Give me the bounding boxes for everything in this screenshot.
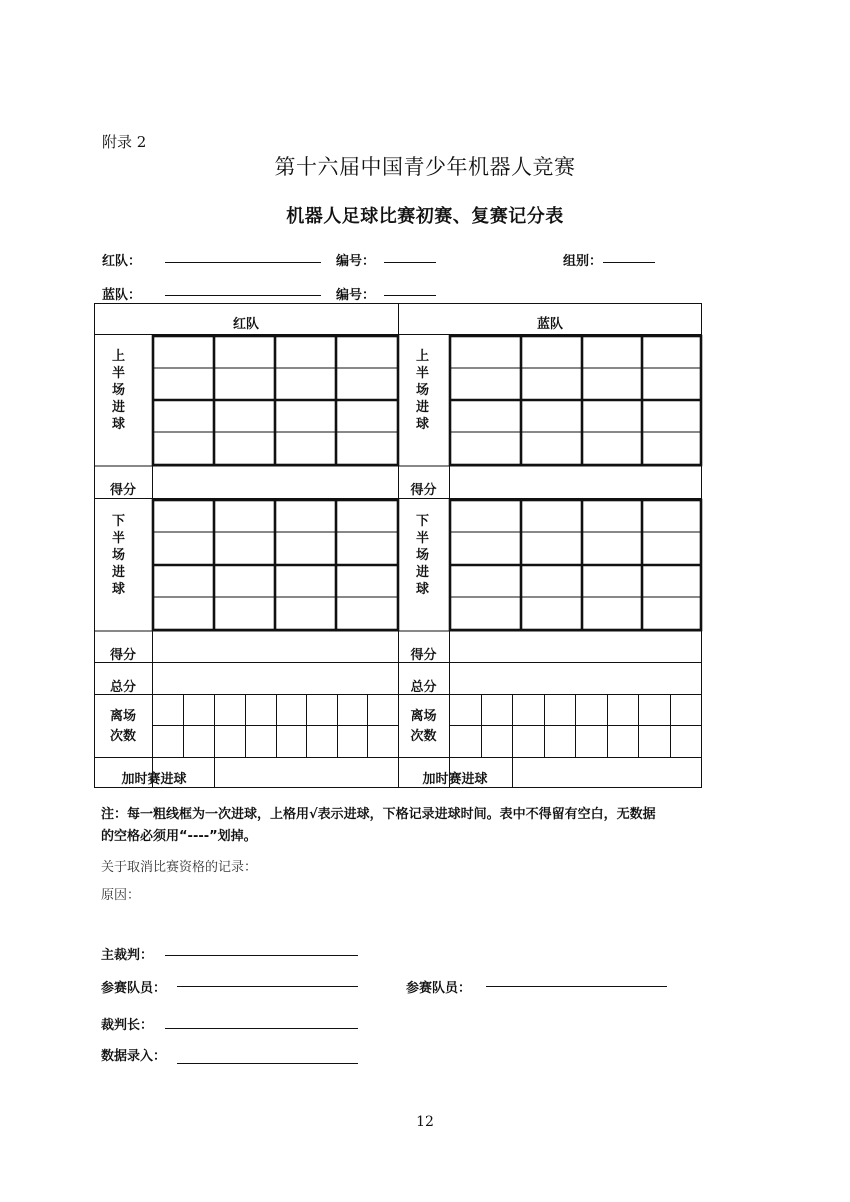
blue-total-label: 总分 <box>410 680 437 695</box>
page-subtitle: 机器人足球比赛初赛、复赛记分表 <box>286 206 564 227</box>
red-total-label: 总分 <box>109 680 136 695</box>
chief-referee-field[interactable] <box>165 955 358 956</box>
appendix-label: 附录 2 <box>102 133 147 151</box>
red-first-half-label: 上 半 场 进 球 <box>112 349 126 432</box>
data-entry-field[interactable] <box>177 1063 358 1064</box>
red-team-label: 红队： <box>102 254 142 269</box>
note-line-2: 的空格必须用“----”划掉。 <box>101 829 257 844</box>
chief-referee-label: 主裁判： <box>101 948 154 963</box>
blue-second-score-label: 得分 <box>410 648 437 663</box>
red-first-score-label: 得分 <box>109 483 136 498</box>
red-header: 红队 <box>232 317 259 332</box>
blue-overtime-label: 加时赛进球 <box>422 772 488 787</box>
page-title: 第十六届中国青少年机器人竞赛 <box>274 155 576 179</box>
note-line-1: 注：每一粗线框为一次进球，上格用√表示进球，下格记录进球时间。表中不得留有空白，无数据 <box>101 807 656 822</box>
page-number: 12 <box>416 1114 434 1130</box>
disqualification-title: 关于取消比赛资格的记录： <box>101 860 258 875</box>
red-second-score-label: 得分 <box>109 648 136 663</box>
reason-label: 原因： <box>101 888 141 903</box>
team-member-1-label: 参赛队员： <box>101 981 167 996</box>
red-number-label: 编号： <box>336 254 376 269</box>
red-second-half-label: 下 半 场 进 球 <box>112 514 126 597</box>
blue-first-half-label: 上 半 场 进 球 <box>416 349 430 432</box>
blue-number-label: 编号： <box>336 288 376 303</box>
blue-team-label: 蓝队： <box>102 288 142 303</box>
blue-header: 蓝队 <box>536 317 563 332</box>
head-referee-label: 裁判长： <box>101 1018 154 1033</box>
blue-exit-label: 离场 次数 <box>410 709 437 744</box>
blue-first-score-label: 得分 <box>410 483 437 498</box>
team-member-1-field[interactable] <box>177 986 358 987</box>
red-overtime-label: 加时赛进球 <box>121 772 187 787</box>
team-member-2-field[interactable] <box>486 986 667 987</box>
blue-second-half-label: 下 半 场 进 球 <box>416 514 430 597</box>
group-label: 组别： <box>563 254 603 269</box>
head-referee-field[interactable] <box>165 1028 358 1029</box>
data-entry-label: 数据录入： <box>101 1049 167 1064</box>
team-member-2-label: 参赛队员： <box>406 981 472 996</box>
red-exit-label: 离场 次数 <box>109 709 136 744</box>
